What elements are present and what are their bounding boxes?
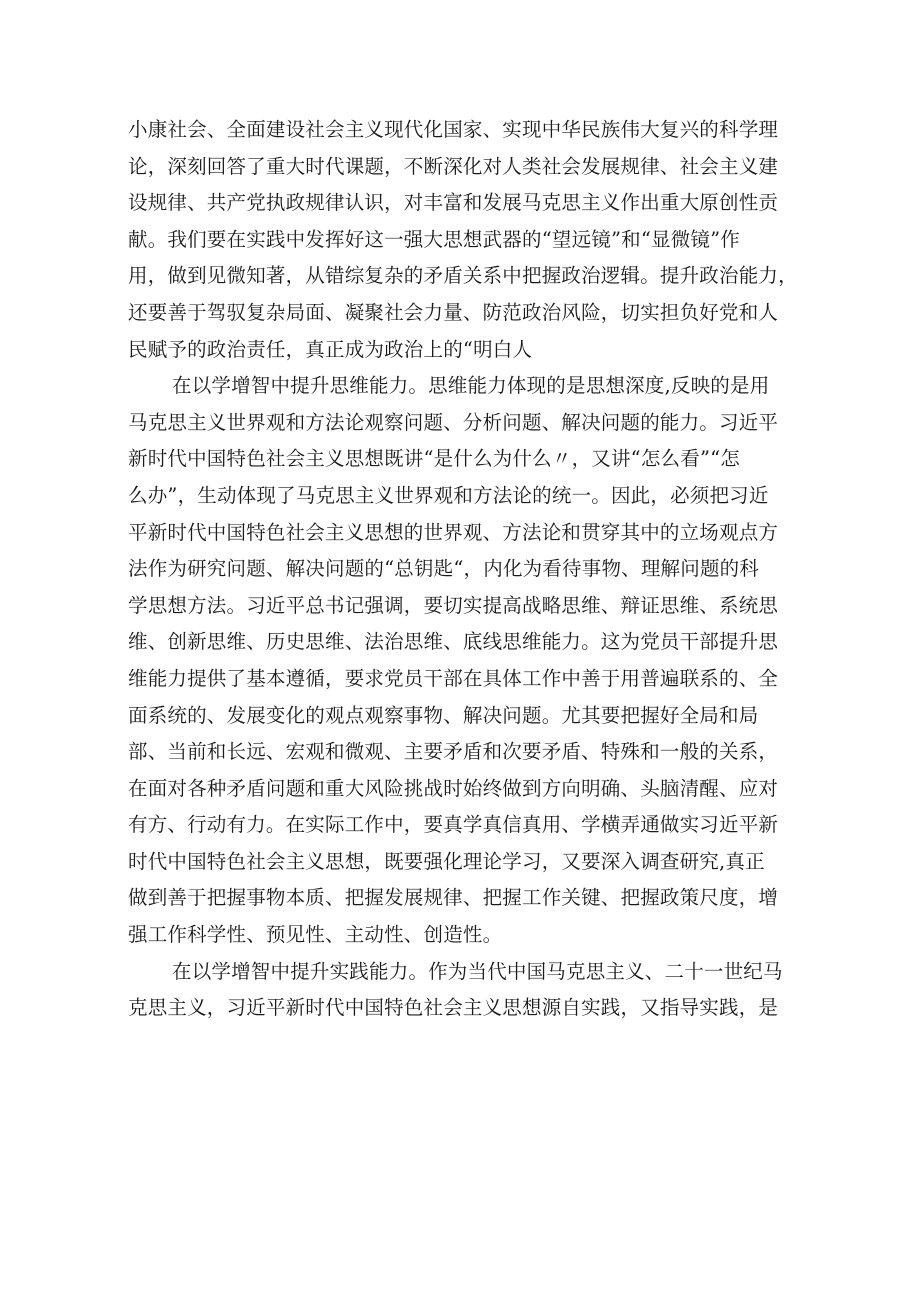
text-line: 有方、行动有力。在实际工作中，要真学真信真用、学横弄通做实习近平新 [128,813,779,837]
text-line: 小康社会、全面建设社会主义现代化国家、实现中华民族伟大复兴的科学理 [128,118,779,141]
text-line: 设规律、共产党执政规律认识，对丰富和发展马克思主义作出重大原创性贡 [128,191,779,215]
text-line: 做到善于把握事物本质、把握发展规律、把握工作关键、把握政策尺度，增 [128,886,779,910]
text-line: 在以学增智中提升思维能力。思维能力体现的是思想深度,反映的是用 [172,374,770,398]
text-line: 强工作科学性、预见性、主动性、创造性。 [128,923,503,947]
text-line: 时代中国特色社会主义思想，既要强化理论学习，又要深入调查研究,真正 [128,849,765,873]
paragraph-practice-ability [128,954,808,1027]
text-line: 么办”，生动体现了马克思主义世界观和方法论的统一。因此，必须把习近 [128,483,769,507]
text-line: 维能力提供了基本遵循，要求党员干部在具体工作中善于用普遍联系的、全 [128,666,779,690]
text-line: 民赋予的政治责任，真正成为政治上的“明白人 [128,337,533,361]
paragraph-thinking-ability [128,368,808,954]
paragraph-political-ability [128,112,808,368]
text-line: 还要善于驾驭复杂局面、凝聚社会力量、防范政治风险，切实担负好党和人 [128,300,779,324]
text-line: 马克思主义世界观和方法论观察问题、分析问题、解决问题的能力。习近平 [128,410,779,434]
text-line: 用，做到见微知著，从错综复杂的矛盾关系中把握政治逻辑。提升政治能力， [128,264,798,288]
text-line: 维、创新思维、历史思维、法治思维、底线思维能力。这为党员干部提升思 [128,630,779,654]
text-line: 部、当前和长远、宏观和微观、主要矛盾和次要矛盾、特殊和一般的关系， [128,740,779,764]
text-line: 在面对各种矛盾问题和重大风险挑战时始终做到方向明确、头脑清醒、应对 [128,776,779,800]
document-body [128,112,808,1027]
text-line: 学思想方法。习近平总书记强调，要切实提高战略思维、辩证思维、系统思 [128,593,779,617]
text-line: 克思主义，习近平新时代中国特色社会主义思想源自实践，又指导实践，是 [128,996,779,1020]
text-line: 面系统的、发展变化的观点观察事物、解决问题。尤其要把握好全局和局 [128,703,759,727]
text-line: 法作为研究问题、解决问题的“总钥匙“，内化为看待事物、理解问题的科 [128,557,760,581]
text-line: 在以学增智中提升实践能力。作为当代中国马克思主义、二十一世纪马 [172,959,783,983]
text-line: 新时代中国特色社会主义思想既讲“是什么为什么〃，又讲“怎么看”“怎 [128,447,740,471]
text-line: 平新时代中国特色社会主义思想的世界观、方法论和贯穿其中的立场观点方 [128,520,779,544]
text-line: 论，深刻回答了重大时代课题，不断深化对人类社会发展规律、社会主义建 [128,154,779,178]
text-line: 献。我们要在实践中发挥好这一强大思想武器的“望远镜”和“显微镜”作 [128,227,740,251]
